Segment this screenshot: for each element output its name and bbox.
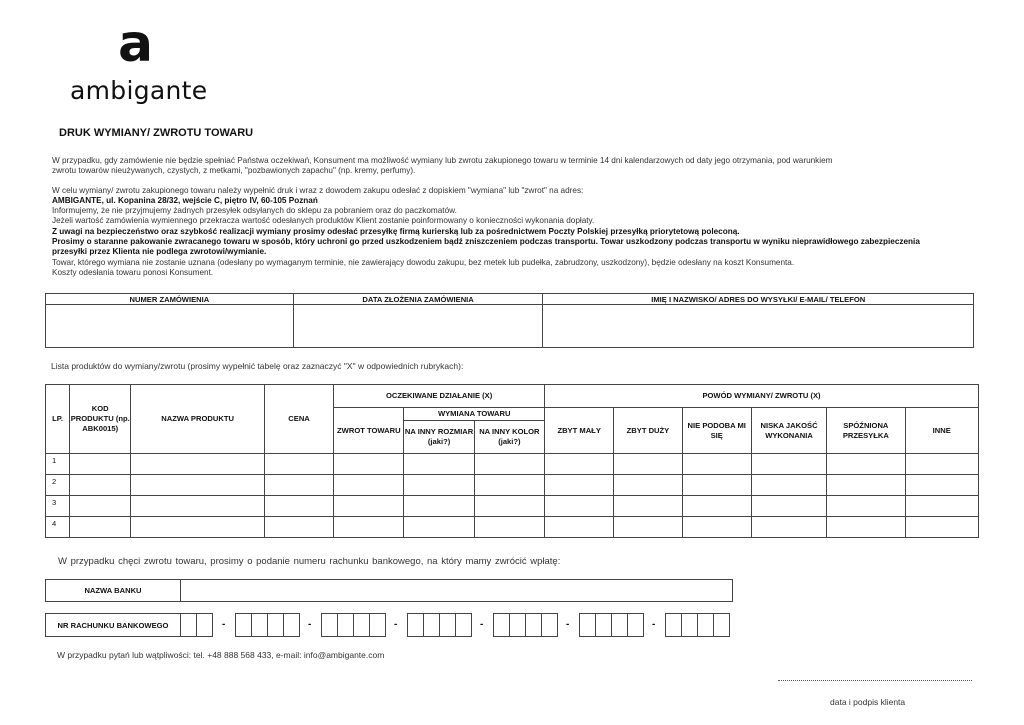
return-address: AMBIGANTE, ul. Kopanina 28/32, wejście C, piętro IV, 60-105 Poznań [52, 195, 318, 205]
cell[interactable] [905, 517, 978, 538]
exchange-size-header: NA INNY ROZMIAR (jaki?) [404, 421, 474, 454]
exchange-color-header: NA INNY KOLOR (jaki?) [474, 421, 544, 454]
account-digit-group[interactable] [180, 613, 212, 637]
account-separator: - [480, 619, 484, 630]
cell[interactable] [70, 475, 131, 496]
cell[interactable] [751, 517, 826, 538]
cell[interactable] [131, 454, 265, 475]
lp-header: LP. [46, 385, 70, 454]
row-number: 1 [46, 454, 70, 475]
cell[interactable] [404, 496, 474, 517]
cell[interactable] [751, 496, 826, 517]
bank-name-label: NAZWA BANKU [45, 579, 181, 602]
cell[interactable] [334, 454, 404, 475]
row-number: 3 [46, 496, 70, 517]
cell[interactable] [131, 517, 265, 538]
products-table [45, 384, 979, 538]
account-digit-group[interactable] [579, 613, 643, 637]
intro-line: zwrotu towarów nieużywanych, czystych, z metkami, "pozbawionych zapachu" (np. kremy, perfumy). [52, 166, 416, 176]
cell[interactable] [905, 454, 978, 475]
cell[interactable] [545, 454, 614, 475]
cell[interactable] [827, 475, 905, 496]
product-code-header: KOD PRODUKTU (np. ABK0015) [70, 385, 131, 454]
cell[interactable] [334, 517, 404, 538]
refund-header: ZWROT TOWARU [334, 408, 404, 454]
cell[interactable] [334, 475, 404, 496]
cell[interactable] [474, 496, 544, 517]
cell[interactable] [474, 475, 544, 496]
products-list-note: Lista produktów do wymiany/zwrotu (prosimy wypełnić tabelę oraz zaznaczyć "X" w odpowiednich rubrykach): [51, 361, 464, 371]
intro-line: Koszty odesłania towaru ponosi Konsument. [52, 267, 214, 277]
account-number-label: NR RACHUNKU BANKOWEGO [45, 613, 181, 637]
reason-too-big-header: ZBYT DUŻY [614, 408, 682, 454]
cell[interactable] [404, 454, 474, 475]
document-title: DRUK WYMIANY/ ZWROTU TOWARU [59, 127, 254, 139]
order-number-header: NUMER ZAMÓWIENIA [46, 294, 294, 305]
table-row [46, 475, 979, 496]
account-separator: - [566, 619, 570, 630]
cell[interactable] [827, 496, 905, 517]
cell[interactable] [545, 517, 614, 538]
cell[interactable] [682, 496, 751, 517]
order-date-field[interactable] [293, 305, 543, 348]
row-number: 2 [46, 475, 70, 496]
cell[interactable] [474, 517, 544, 538]
cell[interactable] [545, 475, 614, 496]
cell[interactable] [905, 475, 978, 496]
price-header: CENA [264, 385, 333, 454]
intro-line: Jeżeli wartość zamówienia wymiennego przekracza wartość odesłanych produktów Klient zostanie poinformowany o konieczności wykonania dopłaty. [52, 216, 595, 226]
intro-line: W celu wymiany/ zwrotu zakupionego towaru należy wypełnić druk i wraz z dowodem zakupu odesłać z dopiskiem "wymiana" lub "zwrot" na adres: [52, 185, 584, 195]
order-number-field[interactable] [46, 305, 294, 348]
account-separator: - [394, 619, 398, 630]
reason-other-header: INNE [905, 408, 978, 454]
cell[interactable] [614, 517, 682, 538]
cell[interactable] [614, 496, 682, 517]
cell[interactable] [682, 517, 751, 538]
account-digit-group[interactable] [321, 613, 385, 637]
reason-header: POWÓD WYMIANY/ ZWROTU (X) [545, 385, 979, 408]
reason-too-small-header: ZBYT MAŁY [545, 408, 614, 454]
cell[interactable] [682, 475, 751, 496]
cell[interactable] [131, 475, 265, 496]
cell[interactable] [131, 496, 265, 517]
account-separator: - [652, 619, 656, 630]
cell[interactable] [264, 454, 333, 475]
packing-notice: przesyłki przez Klienta nie podlega zwrotowi/wymianie. [52, 247, 267, 257]
exchange-header: WYMIANA TOWARU [404, 408, 545, 421]
cell[interactable] [264, 517, 333, 538]
cell[interactable] [751, 475, 826, 496]
cell[interactable] [70, 517, 131, 538]
account-separator: - [222, 619, 226, 630]
order-info-table [45, 293, 974, 348]
cell[interactable] [614, 454, 682, 475]
contact-info: W przypadku pytań lub wątpliwości: tel. +48 888 568 433, e-mail: info@ambigante.com [57, 650, 385, 660]
reason-late-delivery-header: SPÓŹNIONA PRZESYŁKA [827, 408, 905, 454]
customer-details-header: IMIĘ I NAZWISKO/ ADRES DO WYSYŁKI/ E-MAIL/ TELEFON [543, 294, 974, 305]
reason-low-quality-header: NISKA JAKOŚĆ WYKONANIA [751, 408, 826, 454]
cell[interactable] [264, 475, 333, 496]
signature-line[interactable] [778, 680, 972, 681]
account-separator: - [308, 619, 312, 630]
cell[interactable] [70, 454, 131, 475]
row-number: 4 [46, 517, 70, 538]
intro-text [52, 156, 977, 278]
intro-line: Towar, którego wymiana nie zostanie uznana (odesłany po wymaganym terminie, nie zawierający dowodu zakupu, bez metek lub pudełka, zabrudzony, uszkodzony), będzie odesłany na koszt Konsumenta. [52, 257, 795, 267]
account-digit-group[interactable] [665, 613, 729, 637]
reason-dislike-header: NIE PODOBA MI SIĘ [682, 408, 751, 454]
cell[interactable] [751, 454, 826, 475]
cell[interactable] [614, 475, 682, 496]
packing-notice: Prosimy o staranne pakowanie zwracanego towaru w sposób, który uchroni go przed uszkodzeniem bądź zniszczeniem podczas transportu. Towar uszkodzony podczas transportu w wyniku nieprawidłowego zabezpieczenia [52, 237, 920, 247]
cell[interactable] [905, 496, 978, 517]
intro-line: Informujemy, że nie przyjmujemy żadnych przesyłek odsyłanych do sklepu za pobraniem oraz do paczkomatów. [52, 206, 457, 216]
table-row [46, 496, 979, 517]
logo-mark: a [118, 14, 154, 74]
cell[interactable] [70, 496, 131, 517]
order-date-header: DATA ZŁOŻENIA ZAMÓWIENIA [293, 294, 543, 305]
bank-name-field[interactable] [180, 579, 733, 602]
cell[interactable] [334, 496, 404, 517]
cell[interactable] [827, 454, 905, 475]
customer-details-field[interactable] [543, 305, 974, 348]
intro-line: W przypadku, gdy zamówienie nie będzie spełniać Państwa oczekiwań, Konsument ma możliwość wymiany lub zwrotu zakupionego towaru w terminie 14 dni kalendarzowych od daty jego otrzymania, pod warunkiem [52, 156, 833, 165]
courier-notice: Z uwagi na bezpieczeństwo oraz szybkość realizacji wymiany prosimy odesłać przesyłkę firmą kurierską lub za pośrednictwem Poczty Polskiej przesyłką priorytetową poleconą. [52, 226, 740, 236]
cell[interactable] [545, 496, 614, 517]
signature-label: data i podpis klienta [830, 697, 906, 707]
cell[interactable] [264, 496, 333, 517]
cell[interactable] [827, 517, 905, 538]
product-name-header: NAZWA PRODUKTU [131, 385, 265, 454]
refund-note: W przypadku chęci zwrotu towaru, prosimy o podanie numeru rachunku bankowego, na który mamy zwrócić wpłatę: [58, 556, 561, 567]
account-digit-group[interactable] [235, 613, 299, 637]
account-digit-group[interactable] [493, 613, 557, 637]
table-row [46, 517, 979, 538]
logo-wordmark: ambigante [70, 76, 208, 105]
table-row [46, 454, 979, 475]
account-digit-group[interactable] [407, 613, 471, 637]
cell[interactable] [474, 454, 544, 475]
cell[interactable] [404, 517, 474, 538]
expected-action-header: OCZEKIWANE DZIAŁANIE (X) [334, 385, 545, 408]
cell[interactable] [682, 454, 751, 475]
cell[interactable] [404, 475, 474, 496]
